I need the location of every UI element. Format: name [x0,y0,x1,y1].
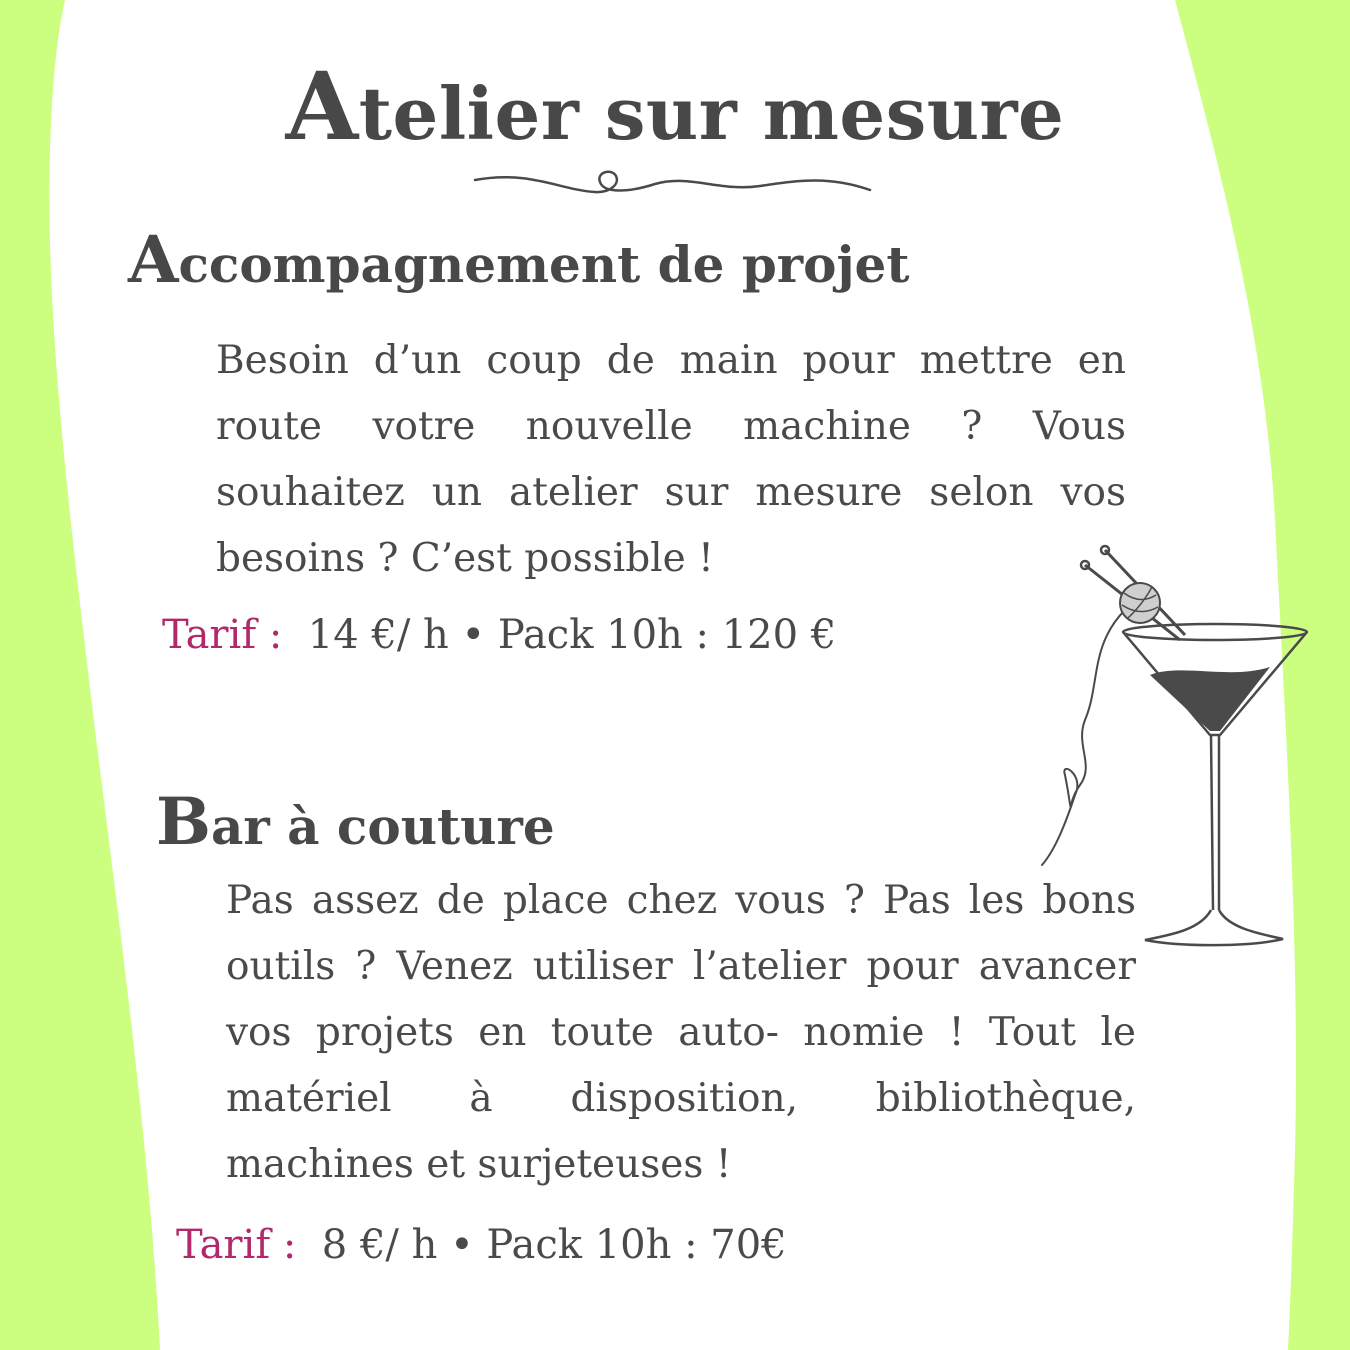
cocktail-glass-yarn-icon [1030,535,1330,965]
tarif-bar-a-couture [176,1222,787,1268]
tarif-value: 8 €/ h • Pack 10h : 70€ [321,1222,787,1268]
tarif-label: Tarif : [176,1222,297,1268]
decorative-divider [470,162,890,212]
page-title: Atelier sur mesure [285,52,1065,162]
section-text-bar-a-couture: Pas assez de place chez vous ? Pas les bons outils ? Venez utiliser l’atelier pour avancer vos projets en toute auto- nomie ! Tout le matériel à disposition, bibliothèque, machines et surjeteuses ! [226,878,1136,1187]
section-text-accompagnement: Besoin d’un coup de main pour mettre en route votre nouvelle machine ? Vous souhaitez un atelier sur mesure selon vos besoins ? C’est possible ! [216,338,1126,581]
tarif-label: Tarif : [162,612,283,658]
section-heading-bar-a-couture: Bar à couture [156,784,555,860]
tarif-accompagnement [162,612,836,658]
tarif-value: 14 €/ h • Pack 10h : 120 € [307,612,837,658]
section-heading-accompagnement: Accompagnement de projet [128,222,910,298]
